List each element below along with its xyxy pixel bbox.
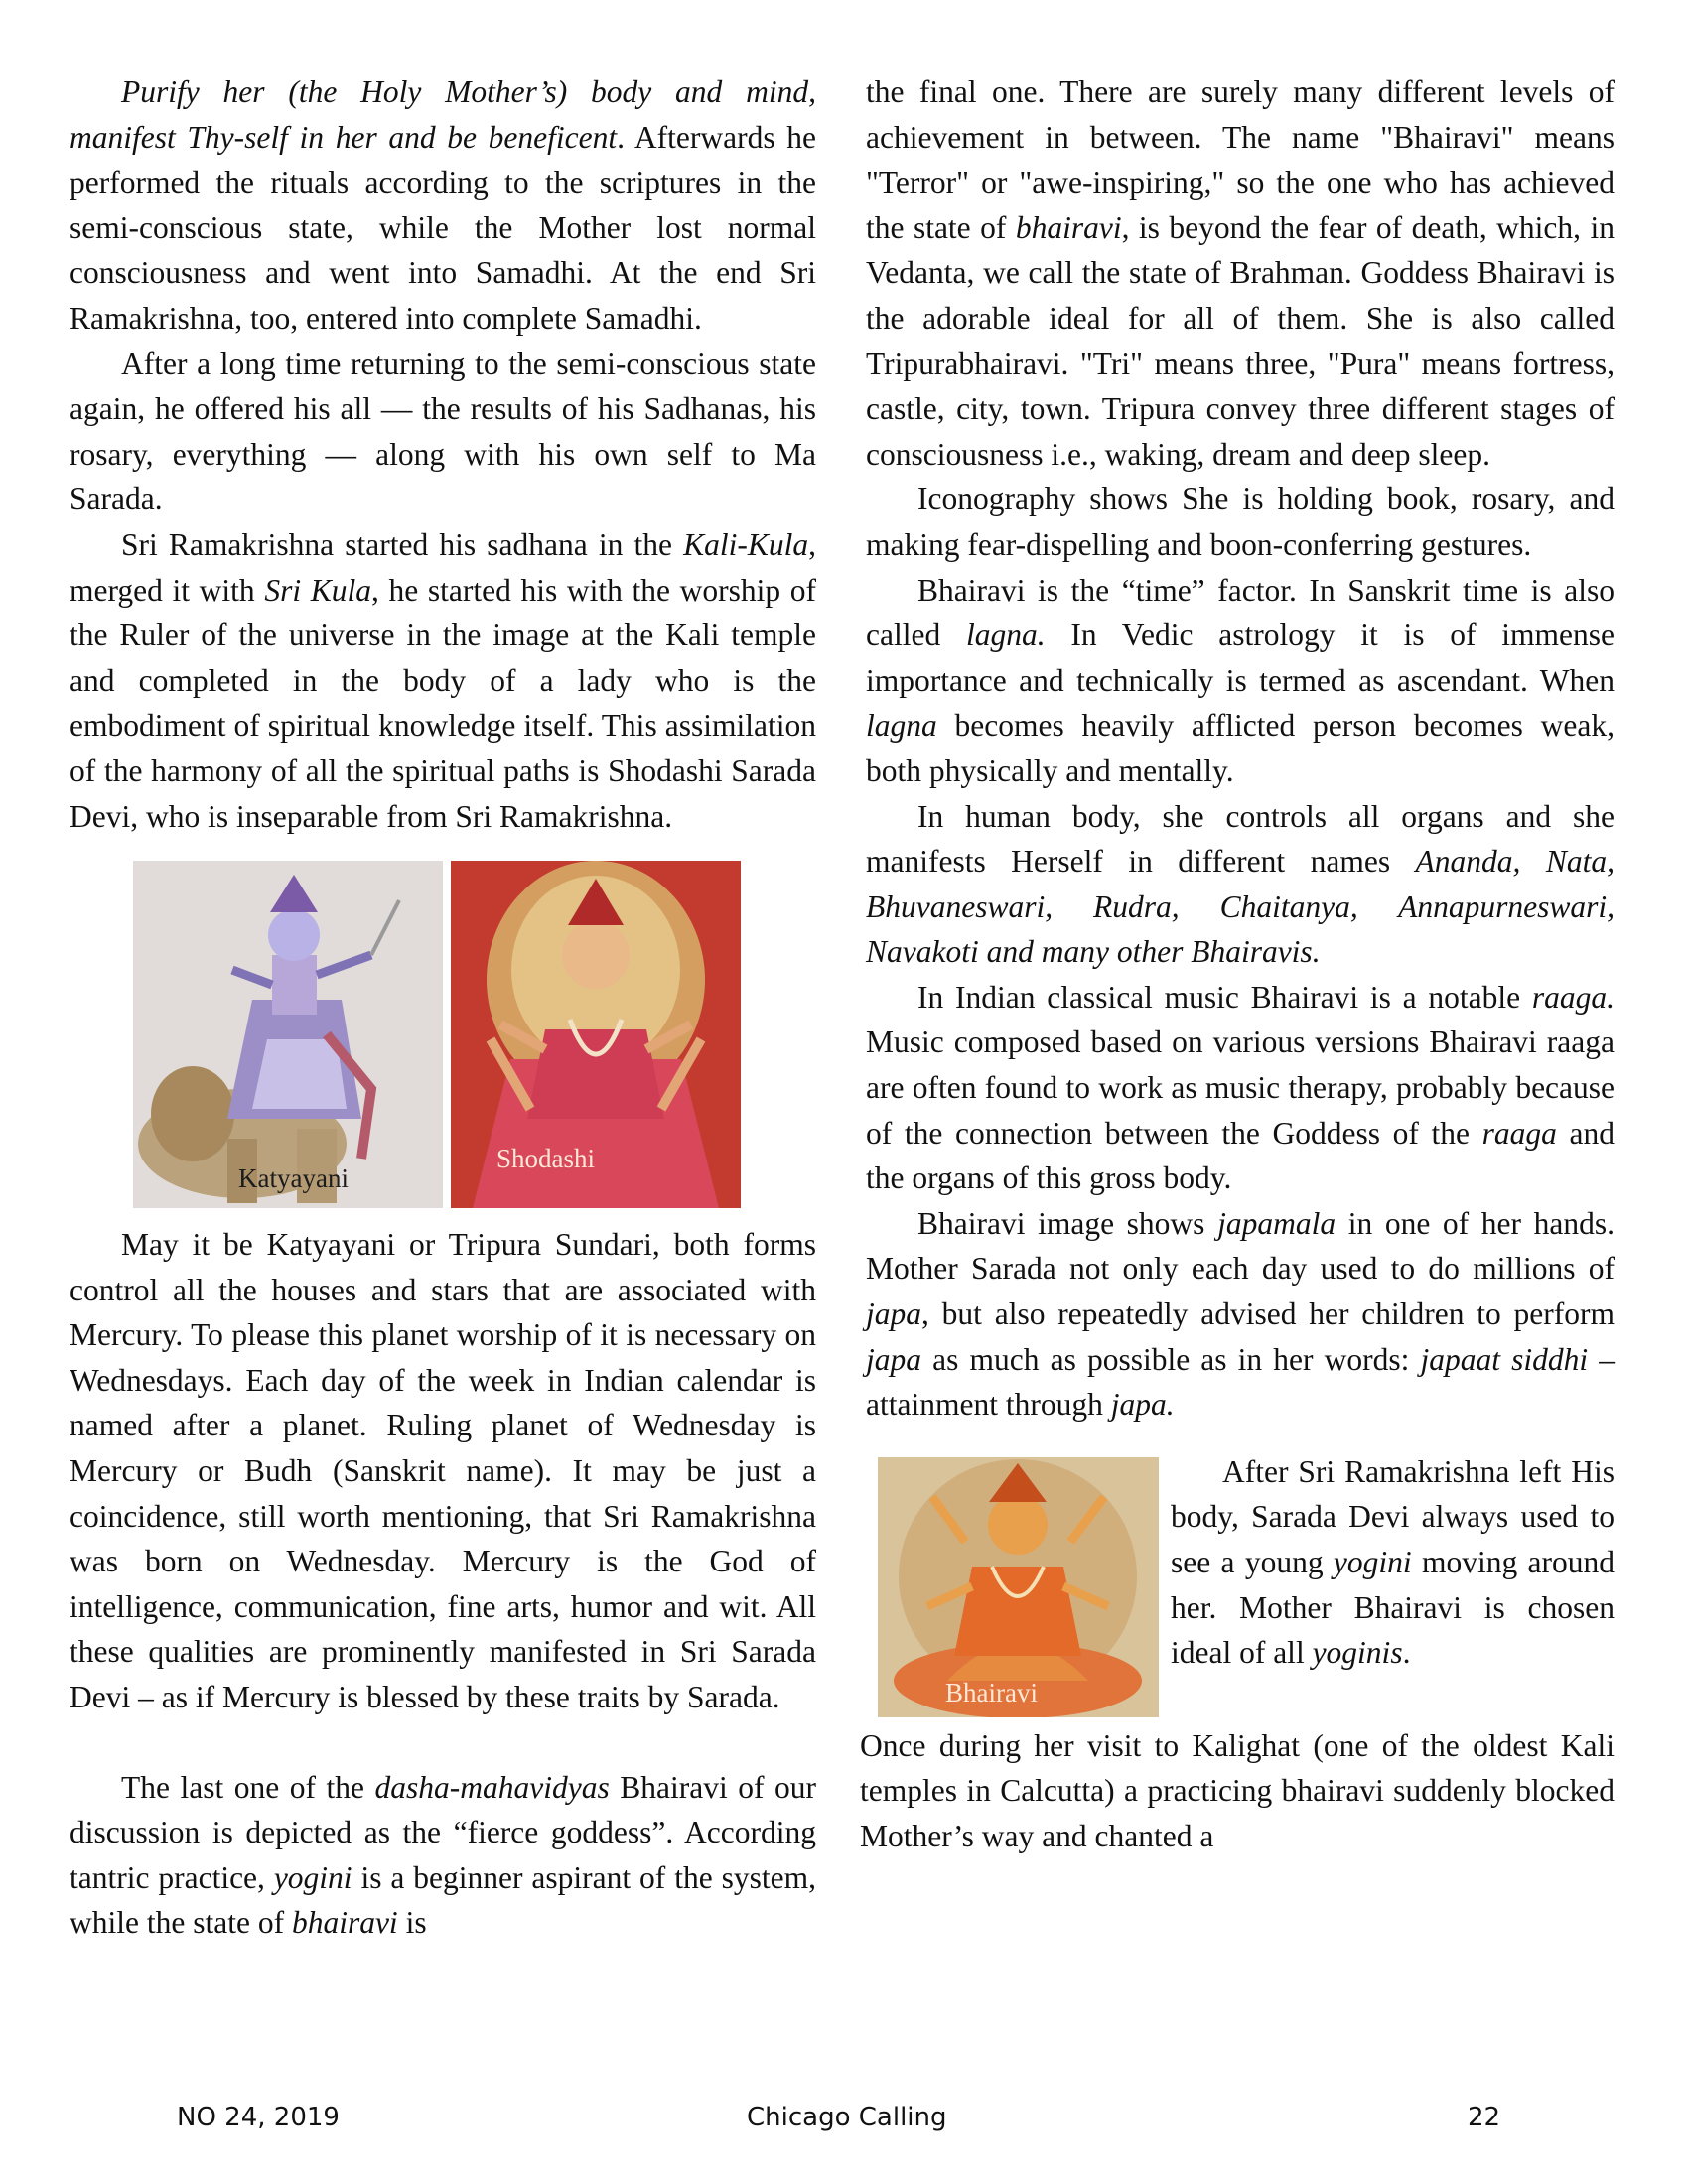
italic-text: yogini xyxy=(273,1859,352,1895)
text: and the organs of this gross body. xyxy=(866,1115,1615,1196)
text: – attainment through xyxy=(866,1341,1616,1423)
italic-text: yoginis xyxy=(1312,1635,1403,1671)
text: Bhairavi of our discussion is depicted as the “fierce goddess”. According tantric practice, xyxy=(70,1769,816,1895)
text: as much as possible as in her words: xyxy=(921,1341,1421,1377)
text: The last one of the xyxy=(121,1769,375,1805)
paragraph: After a long time returning to the semi-conscious state again, he offered his all — the results of his Sadhanas, his rosary, everything — along with his own self to Ma Sarada. xyxy=(70,345,816,517)
paragraph: Iconography shows She is holding book, rosary, and making fear-dispelling and boon-conferring gestures. xyxy=(866,481,1615,562)
figure-row xyxy=(133,861,816,1208)
right-column xyxy=(860,69,1616,1859)
text: is a beginner aspirant of the system, while the state of xyxy=(70,1859,816,1941)
text: is xyxy=(397,1905,427,1941)
italic-text: japa. xyxy=(1110,1387,1175,1423)
shodashi-illustration xyxy=(451,861,741,1208)
text: , but also repeatedly advised her children to perform xyxy=(921,1297,1615,1332)
paragraph xyxy=(70,522,816,839)
katyayani-image xyxy=(133,861,443,1208)
italic-text: Purify her (the Holy Mother’s) body and mind, manifest Thy-self in her and be beneficent xyxy=(70,74,816,155)
page-footer xyxy=(0,2103,1688,2142)
italic-text: japa xyxy=(866,1341,922,1377)
text: Sri Ramakrishna started his sadhana in the xyxy=(121,526,684,562)
italic-text: bhairavi xyxy=(1015,209,1122,245)
italic-text: bhairavi xyxy=(291,1905,398,1941)
text: In Vedic astrology it is of immense importance and technically is termed as ascendant. When xyxy=(866,617,1615,698)
italic-text: lagna xyxy=(866,708,937,744)
shodashi-caption: Shodashi xyxy=(496,1144,596,1174)
text: moving around her. Mother Bhairavi is chosen ideal of all xyxy=(1171,1545,1615,1671)
footer-date: NO 24, 2019 xyxy=(177,2103,340,2132)
italic-text: Kali-Kula xyxy=(683,526,809,562)
text: In Indian classical music Bhairavi is a notable xyxy=(917,979,1532,1015)
italic-text: lagna. xyxy=(965,617,1046,653)
text: , he started his with the worship of the Ruler of the universe in the image at the Kali temple and completed in the body of a lady who is the embodiment of spiritual knowledge itself. This assimilation of the harmony of all the spiritual paths is Shodashi Sarada Devi, who is inseparable from Sri Ramakrishna. xyxy=(70,572,817,834)
italic-text: japamala xyxy=(1217,1205,1336,1241)
text: the final one. There are surely many different levels of achievement in between. The name "Bhairavi" means "Terror" or "awe-inspiring," so the one who has achieved the state of xyxy=(866,74,1615,245)
text: in one of her hands. Mother Sarada not only each day used to do millions of xyxy=(866,1205,1615,1287)
paragraph xyxy=(866,975,1615,1201)
katyayani-illustration xyxy=(133,861,443,1208)
italic-text: dasha-mahavidyas xyxy=(374,1769,610,1805)
footer-publication: Chicago Calling xyxy=(747,2103,947,2132)
text: . Afterwards he performed the rituals according to the scriptures in the semi-conscious state, while the Mother lost normal consciousness and went into Samadhi. At the end Sri Ramakrishna, too, entered into complete Samadhi. xyxy=(70,119,816,336)
paragraph xyxy=(866,794,1615,975)
text: Bhairavi image shows xyxy=(917,1205,1218,1241)
text: , merged it with xyxy=(70,526,816,608)
italic-text: yogini xyxy=(1333,1545,1412,1579)
text: , is beyond the fear of death, which, in Vedanta, we call the state of Brahman. Goddess Bhairavi is the adorable ideal for all of them. She is also called Tripurabhairavi. "Tri" means three, "Pura" means fortress, castle, city, town. Tripura convey three different stages of consciousness i.e., waking, dream and deep sleep. xyxy=(866,209,1615,472)
paragraph xyxy=(70,1765,816,1946)
paragraph: May it be Katyayani or Tripura Sundari, both forms control all the houses and stars that are associated with Mercury. To please this planet worship of it is necessary on Wednesdays. Each day of the week in Indian calendar is named after a planet. Ruling planet of Wednesday is Mercury or Budh (Sanskrit name). It may be just a coincidence, still worth mentioning, that Sri Ramakrishna was born on Wednesday. Mercury is the God of intelligence, communication, fine arts, humor and wit. All these qualities are prominently manifested in Sri Sarada Devi – as if Mercury is blessed by these traits by Sarada. xyxy=(70,1227,816,1715)
text: In human body, she controls all organs and she manifests Herself in different names xyxy=(866,798,1615,880)
italic-text: japaat siddhi xyxy=(1420,1341,1589,1377)
italic-text: japa xyxy=(866,1297,922,1332)
bhairavi-image xyxy=(878,1457,1159,1717)
footer-page-number: 22 xyxy=(1468,2103,1501,2132)
italic-text: Sri Kula xyxy=(264,572,371,608)
italic-text: Ananda, Nata, Bhuvaneswari, Rudra, Chaitanya, Annapurneswari, Navakoti and many other Bhairavis. xyxy=(866,844,1615,970)
paragraph xyxy=(70,69,816,341)
katyayani-caption: Katyayani xyxy=(238,1163,349,1194)
paragraph xyxy=(866,69,1615,477)
paragraph xyxy=(866,1201,1615,1428)
text: After Sri Ramakrishna left His body, Sarada Devi always used to see a young xyxy=(1171,1453,1615,1579)
text: . xyxy=(1402,1635,1411,1671)
paragraph: Once during her visit to Kalighat (one of the oldest Kali temples in Calcutta) a practicing bhairavi suddenly blocked Mother’s way and chanted a xyxy=(860,1727,1615,1853)
text: becomes heavily afflicted person becomes weak, both physically and mentally. xyxy=(866,708,1615,788)
left-column xyxy=(70,69,816,1946)
text: Music composed based on various versions Bhairavi raaga are often found to work as music therapy, probably because of the connection between the Goddess of the xyxy=(866,1024,1615,1151)
paragraph xyxy=(866,568,1615,794)
italic-text: raaga xyxy=(1481,1115,1557,1151)
text: Bhairavi is the “time” factor. In Sanskrit time is also called xyxy=(866,572,1615,653)
shodashi-image xyxy=(451,861,741,1208)
bhairavi-caption: Bhairavi xyxy=(945,1677,1038,1707)
italic-text: raaga. xyxy=(1531,979,1615,1015)
